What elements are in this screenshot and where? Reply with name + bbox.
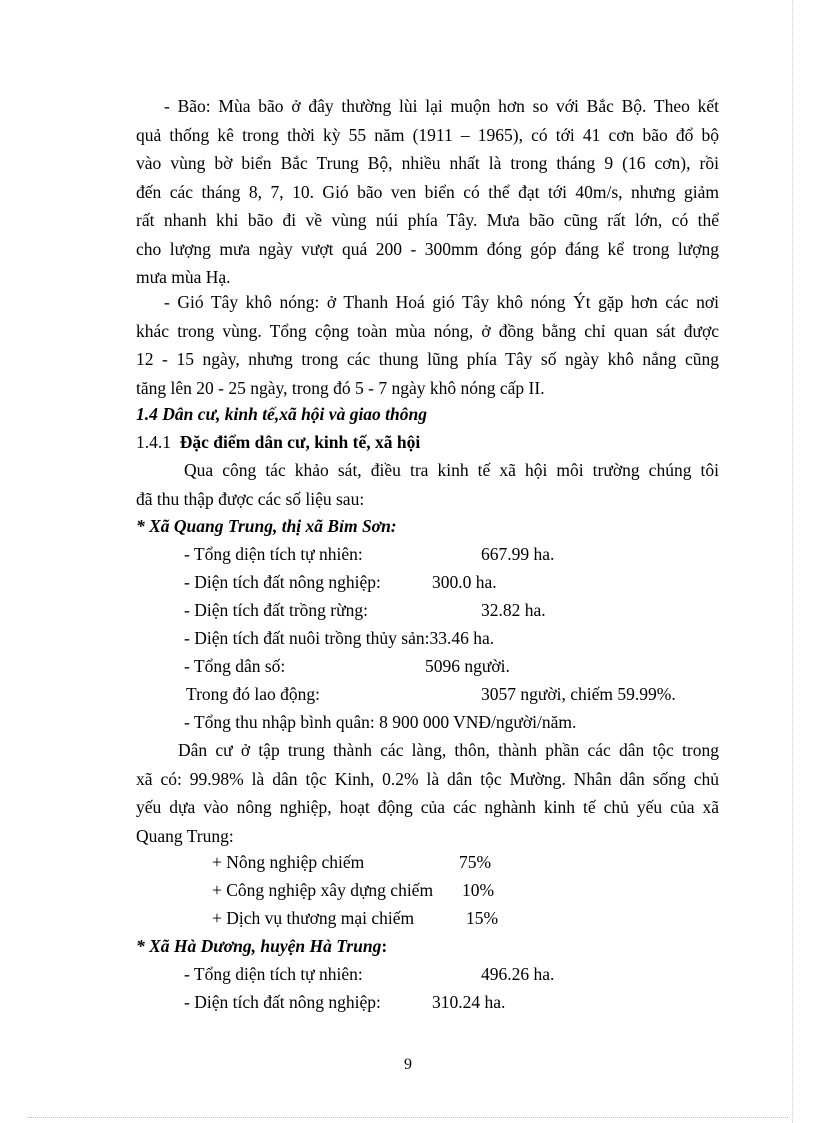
text-line: Quang Trung: (136, 825, 234, 846)
sector-value: 15% (466, 908, 499, 928)
text-line: quả thống kê trong thời kỳ 55 năm (1911 – 1965), có tới 41 cơn bão đổ bộ (136, 124, 719, 145)
sector-label: + Dịch vụ thương mại chiếm (212, 908, 415, 928)
wind-paragraph (136, 288, 719, 402)
right-margin-divider (792, 0, 793, 1123)
text-line: cho lượng mưa ngày vượt quá 200 - 300mm đóng góp đáng kể trong lượng (136, 238, 719, 259)
stat-label: - Diện tích đất nông nghiệp: (184, 572, 381, 592)
text-line: đã thu thập được các số liệu sau: (136, 488, 365, 509)
stat-row (186, 680, 320, 709)
subsection-heading (136, 428, 420, 457)
sector-value: 10% (462, 880, 495, 900)
subsection-number: 1.4.1 (136, 432, 171, 452)
stat-value: 667.99 ha. (481, 544, 555, 564)
stat-row (184, 960, 363, 989)
stat-row (184, 540, 363, 569)
stat-row (184, 708, 576, 737)
text-line: vào vùng bờ biển Bắc Trung Bộ, nhiều nhất là trong tháng 9 (16 cơn), rồi (136, 153, 719, 173)
stat-label: - Diện tích đất nông nghiệp: (184, 992, 381, 1012)
text-line: - Gió Tây khô nóng: ở Thanh Hoá gió Tây khô nóng Ýt gặp hơn các nơi (164, 292, 719, 312)
text-line: 12 - 15 ngày, nhưng trong các thung lũng phía Tây số ngày khô nắng cũng (136, 349, 719, 369)
commune-title-colon: : (381, 936, 388, 956)
section-heading: 1.4 Dân cư, kinh tế,xã hội và giao thông (136, 404, 428, 424)
stat-value: 310.24 ha. (432, 992, 506, 1012)
commune-title-text: * Xã Hà Dương, huyện Hà Trung (136, 936, 382, 956)
sector-value: 75% (459, 852, 492, 872)
sector-label: + Công nghiệp xây dựng chiếm (212, 880, 434, 900)
stat-label: - Diện tích đất nuôi trồng thủy sản: (184, 628, 430, 648)
stat-label: - Tổng diện tích tự nhiên: (184, 964, 363, 984)
text-line: Qua công tác khảo sát, điều tra kinh tế xã hội môi trường chúng tôi (184, 460, 719, 480)
stat-row (184, 988, 381, 1017)
text-line: tăng lên 20 - 25 ngày, trong đó 5 - 7 ngày khô nóng cấp II. (136, 377, 545, 398)
sector-label: + Nông nghiệp chiếm (212, 852, 365, 872)
stat-label: Trong đó lao động: (186, 684, 321, 704)
subsection-title: Đặc điểm dân cư, kinh tế, xã hội (179, 432, 421, 452)
stat-label: - Diện tích đất trồng rừng: (184, 600, 368, 620)
stat-row (184, 596, 368, 625)
stat-label: - Tổng dân số: (184, 656, 286, 676)
stat-value: 33.46 ha. (429, 628, 495, 648)
text-line: đến các tháng 8, 7, 10. Gió bão ven biển có thể đạt tới 40m/s, nhưng giảm (136, 181, 719, 202)
text-line: mưa mùa Hạ. (136, 267, 231, 287)
text-line: - Bão: Mùa bão ở đây thường lùi lại muộn hơn so với Bắc Bộ. Theo kết (164, 96, 719, 116)
population-paragraph (136, 736, 719, 850)
text-line: yếu dựa vào nông nghiệp, hoạt động của các nghành kinh tế chủ yếu của xã (136, 797, 719, 817)
stat-value: 496.26 ha. (481, 964, 555, 984)
text-line: xã có: 99.98% là dân tộc Kinh, 0.2% là dân tộc Mường. Nhân dân sống chủ (136, 768, 719, 789)
text-line: rất nhanh khi bão đi về vùng núi phía Tây. Mưa bão cũng rất lớn, có thể (136, 210, 719, 230)
stat-row (184, 652, 285, 681)
storm-paragraph (136, 92, 719, 292)
bottom-divider (28, 1117, 788, 1118)
stat-label: - Tổng diện tích tự nhiên: (184, 544, 363, 564)
stat-value: 5096 người. (425, 656, 510, 676)
stat-label: - Tổng thu nhập bình quân: (184, 712, 375, 732)
stat-value: 3057 người, chiếm 59.99%. (481, 684, 676, 704)
intro-paragraph (136, 456, 719, 513)
stat-value: 32.82 ha. (481, 600, 546, 620)
page-number: 9 (404, 1056, 412, 1073)
text-line: khác trong vùng. Tổng cộng toàn mùa nóng, ở đồng bằng chỉ quan sát được (136, 320, 719, 341)
stat-value: 300.0 ha. (432, 572, 497, 592)
text-line: Dân cư ở tập trung thành các làng, thôn, thành phần các dân tộc trong (178, 740, 719, 760)
stat-row (184, 624, 494, 653)
commune-quang-trung-title: * Xã Quang Trung, thị xã Bỉm Sơn: (136, 516, 397, 536)
stat-value: 8 900 000 VNĐ/người/năm. (379, 712, 577, 732)
commune-ha-duong-title (136, 932, 387, 961)
stat-row (184, 568, 381, 597)
